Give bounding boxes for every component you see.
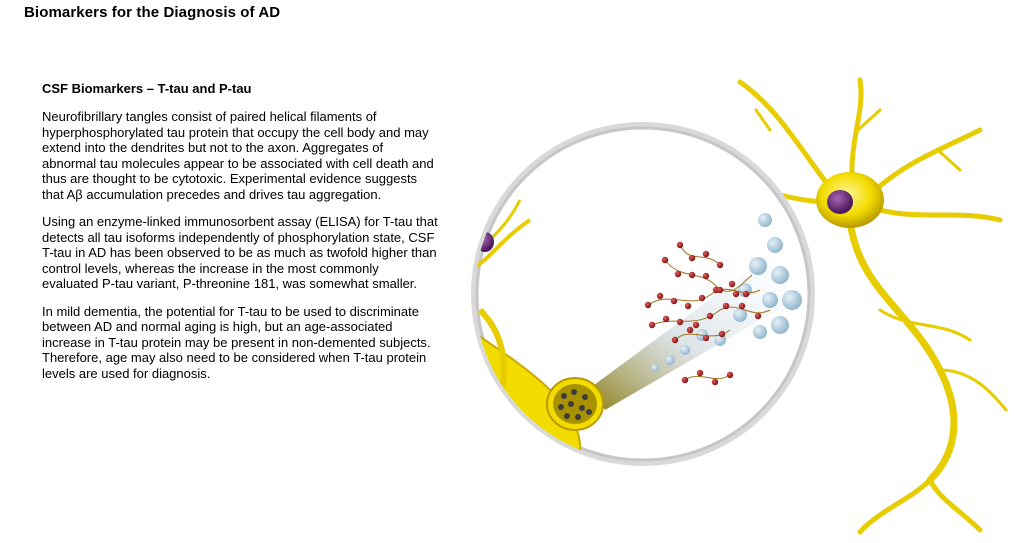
paragraph-1: Neurofibrillary tangles consist of paired helical filaments of hyperphosphorylated tau protein that occupy the cell body and may extend into the dendrites but not to the axon. Aggregates of abnormal tau molecules appear to be associated with cell death and thus are thought to be cytotoxic. Experimental evidence suggests that Aβ accumulation precedes and drives tau aggregation.	[42, 109, 434, 202]
section-title: CSF Biomarkers – T-tau and P-tau	[42, 81, 252, 96]
neuron-tau-illustration	[440, 70, 1014, 543]
content-section	[42, 81, 438, 393]
nucleus-icon	[827, 190, 853, 214]
page-title: Biomarkers for the Diagnosis of AD	[24, 4, 281, 21]
paragraph-2: Using an enzyme-linked immunosorbent assay (ELISA) for T-tau that detects all tau isoforms independently of phosphorylation state, CSF T-tau in AD has been observed to be as much as twofold higher than control levels, whereas the increase in the most commonly evaluated P-tau variant, P-threonine 181, was somewhat smaller.	[42, 214, 438, 291]
paragraph-3: In mild dementia, the potential for T-tau to be used to discriminate between AD and normal aging is high, but an age-associated increase in T-tau protein may be present in non-demented subjects. Therefore, age may also need to be considered when T-tau protein levels are used for diagnosis.	[42, 303, 431, 381]
axon-cross-section-icon	[547, 378, 603, 430]
